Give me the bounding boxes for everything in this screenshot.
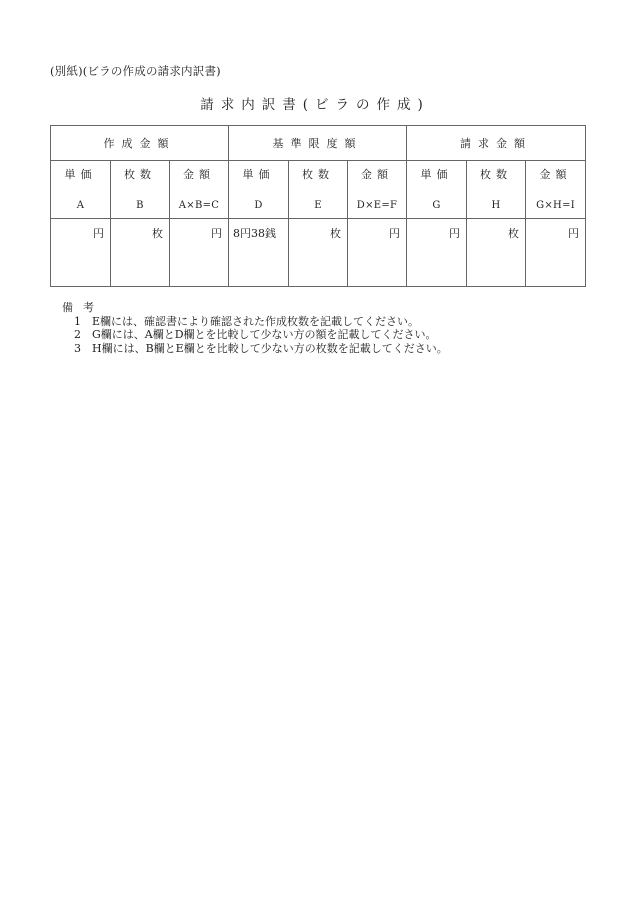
column-header-row <box>51 161 586 219</box>
cell-f-amount[interactable]: 円 <box>348 219 407 287</box>
note-item: 1 E欄には、確認書により確認された作成枚数を記載してください。 <box>74 314 420 328</box>
column-header-c: 金額 A×B=C <box>170 161 229 219</box>
billing-breakdown-table <box>50 125 586 287</box>
group-header-standard-limit: 基準限度額 <box>229 126 407 161</box>
column-header-d: 単価 D <box>229 161 289 219</box>
notes-heading: 備考 <box>62 301 104 314</box>
column-header-a: 単価 A <box>51 161 111 219</box>
attachment-label: (別紙)(ビラの作成の請求内訳書) <box>50 64 221 78</box>
group-header-claim-amount: 請求金額 <box>407 126 586 161</box>
column-header-f: 金額 D×E=F <box>348 161 407 219</box>
cell-c-amount[interactable]: 円 <box>170 219 229 287</box>
cell-e-quantity[interactable]: 枚 <box>289 219 348 287</box>
column-header-e: 枚数 E <box>289 161 348 219</box>
value-row <box>51 219 586 287</box>
group-header-production-amount: 作成金額 <box>51 126 229 161</box>
cell-b-quantity[interactable]: 枚 <box>111 219 170 287</box>
column-header-i: 金額 G×H=I <box>526 161 586 219</box>
page-title: 請求内訳書(ビラの作成) <box>200 97 430 113</box>
column-header-h: 枚数 H <box>467 161 526 219</box>
cell-h-quantity[interactable]: 枚 <box>467 219 526 287</box>
group-header-row <box>51 126 586 161</box>
note-item: 3 H欄には、B欄とE欄とを比較して少ない方の枚数を記載してください。 <box>74 341 448 355</box>
note-item: 2 G欄には、A欄とD欄とを比較して少ない方の額を記載してください。 <box>74 328 437 341</box>
cell-i-amount[interactable]: 円 <box>526 219 586 287</box>
column-header-b: 枚数 B <box>111 161 170 219</box>
cell-g-unit-price[interactable]: 円 <box>407 219 467 287</box>
cell-d-unit-price: 8円38銭 <box>229 219 289 287</box>
notes-section <box>62 301 448 355</box>
column-header-g: 単価 G <box>407 161 467 219</box>
cell-a-unit-price[interactable]: 円 <box>51 219 111 287</box>
